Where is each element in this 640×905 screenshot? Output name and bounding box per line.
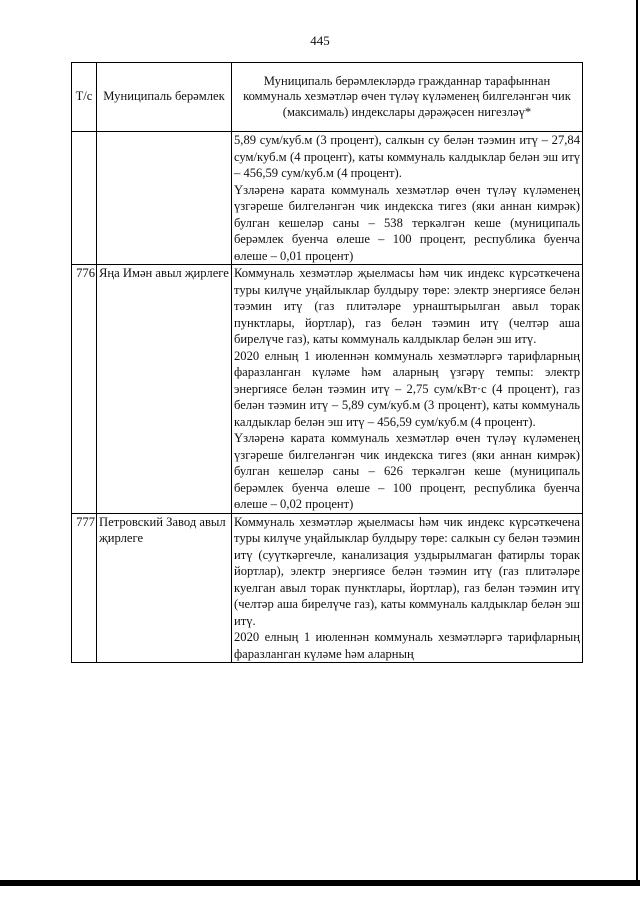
row-municipality	[97, 132, 232, 265]
description-paragraph: Үзләренә карата коммуналь хезмәтләр өчен түләү күләменең үзгәреше билгеләнгән чик индекска тигез (яки аннан кимрәк) булган кешеләр саны – 538 теркәлгән кеше (муниципаль берәмлек буенча өлеше – 100 процент, республика буенча өлеше – 0,01 процент)	[234, 182, 580, 263]
row-number	[72, 132, 97, 265]
row-number: 777	[72, 513, 97, 663]
scan-edge-line	[636, 0, 638, 886]
description-paragraph: 5,89 сум/куб.м (3 процент), салкын су белән тәэмин итү – 27,84 сум/куб.м (4 процент), каты коммуналь калдыклар белән эш итү – 456,59 сум/куб.м (4 процент).	[234, 133, 580, 180]
table-row	[72, 513, 583, 663]
header-municipality: Муниципаль берәмлек	[97, 63, 232, 132]
description-paragraph: 2020 елның 1 июленнән коммуналь хезмәтләргә тарифларның фаразланган күләме һәм аларның	[234, 630, 580, 661]
description-paragraph: 2020 елның 1 июленнән коммуналь хезмәтләргә тарифларның фаразланган күләме һәм аларның үзгәрү темпы: электр энергиясе белән тәэмин итү – 2,75 сум/кВт·с (4 процент), газ белән тәэмин итү – 5,89 сум/куб.м (3 процент), каты коммуналь калдыклар белән эш итү – 456,59 сум/куб.м (4 процент).	[234, 348, 580, 429]
page-number: 445	[310, 33, 330, 48]
header-description: Муниципаль берәмлекләрдә гражданнар тарафыннан коммуналь хезмәтләр өчен түләү күләменең билгеләнгән чик (максималь) индекслары дәрәҗәсен нигезләү*	[232, 63, 583, 132]
row-municipality: Петровский Завод авыл җирлеге	[97, 513, 232, 663]
row-description	[232, 132, 583, 265]
row-description	[232, 265, 583, 514]
municipal-indices-table	[71, 62, 583, 663]
description-paragraph: Үзләренә карата коммуналь хезмәтләр өчен түләү күләменең үзгәреше билгеләнгән чик индекска тигез (яки аннан кимрәк) булган кешеләр саны – 626 теркәлгән кеше (муниципаль берәмлек буенча өлеше – 100 процент, республика буенча өлеше – 0,02 процент)	[234, 431, 580, 511]
row-description	[232, 513, 583, 663]
table-row	[72, 265, 583, 514]
row-municipality: Яңа Имән авыл җирлеге	[97, 265, 232, 514]
scan-bottom-bar	[0, 880, 640, 886]
description-paragraph: Коммуналь хезмәтләр җыелмасы һәм чик индекс күрсәткечена туры килүче уңайлыклар булдыру төре: электр энергиясе белән тәэмин итү (газ плитәләре урнаштырылган авыл торак пунктлары, йортлар), газ белән тәэмин итү (челтәр аша бирелүче газ), каты коммуналь калдыклар белән эш итү.	[234, 266, 580, 346]
table-header-row	[72, 63, 583, 132]
description-paragraph: Коммуналь хезмәтләр җыелмасы һәм чик индекс күрсәткечена туры килүче уңайлыклар булдыру төре: салкын су белән тәэмин итү (суүткәргечле, канализация уздырылмаган фатирлы торак йортлар), электр энергиясе белән тәэмин итү (газ плитәләре куелган авыл торак пунктлары, йортлар), газ белән тәэмин итү (челтәр аша бирелүче газ), каты коммуналь калдыклар белән эш итү.	[234, 514, 580, 628]
table-row	[72, 132, 583, 265]
header-number: Т/с	[72, 63, 97, 132]
row-number: 776	[72, 265, 97, 514]
